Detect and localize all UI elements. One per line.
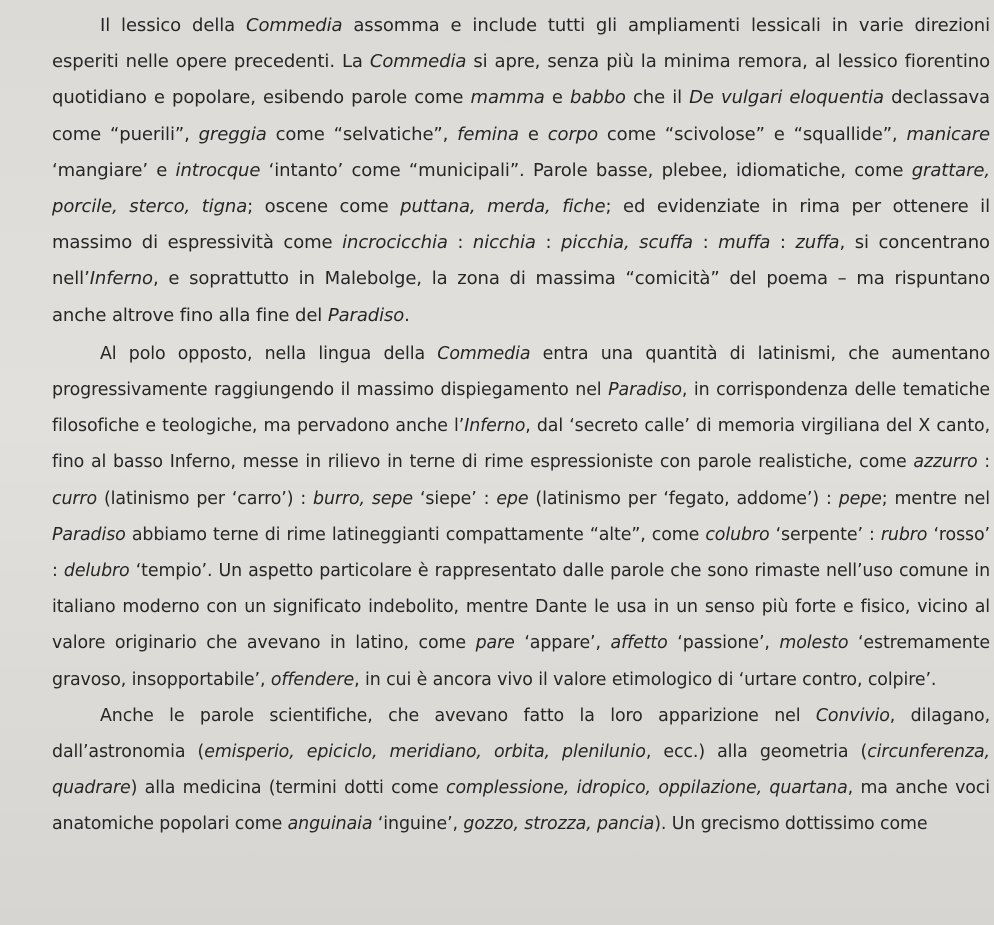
italic-text-segment: Inferno (464, 416, 526, 437)
text-segment: che il (625, 87, 690, 109)
italic-text-segment: Commedia (369, 51, 467, 73)
text-segment: , si concentrano nell’ (52, 232, 990, 290)
italic-text-segment: introcque (175, 159, 261, 181)
text-segment: ‘estremamente gravoso, insopportabile’, (52, 633, 991, 690)
italic-text-segment: femina (457, 123, 519, 145)
text-segment: e (518, 123, 548, 145)
text-segment: si apre, senza più la minima remora, al lessico fiorentino quotidiano e popolare, esibendo parole come (52, 51, 990, 109)
italic-text-segment: Paradiso (52, 524, 126, 545)
italic-text-segment: pare (475, 633, 515, 654)
italic-text-segment: manicare (906, 123, 991, 145)
italic-text-segment: mamma (470, 87, 545, 109)
text-segment: , e soprattutto in Malebolge, la zona di massima “comicità” del poema – ma rispuntano anche altrove fino alla fine del (52, 268, 990, 326)
italic-text-segment: Commedia (437, 343, 531, 364)
text-segment: Il lessico della (100, 15, 247, 36)
text-segment: ‘siepe’ : (413, 488, 497, 509)
text-segment: : (770, 232, 796, 254)
paragraph-2 (52, 336, 990, 698)
italic-text-segment: picchia, scuffa (561, 232, 693, 254)
italic-text-segment: Convivio (815, 705, 890, 726)
italic-text-segment: rubro (880, 524, 928, 545)
italic-text-segment: complessione, idropico, oppilazione, quartana (446, 778, 848, 799)
italic-text-segment: emisperio, epiciclo, meridiano, orbita, plenilunio (204, 742, 646, 763)
italic-text-segment: puttana, merda, fiche (400, 196, 606, 218)
text-segment: ‘rosso’ : (52, 524, 990, 582)
text-segment: entra una quantità di latinismi, che aumentano progressivamente raggiungendo il massimo dispiegamento nel (52, 343, 990, 401)
italic-text-segment: Commedia (246, 15, 343, 36)
italic-text-segment: De vulgari eloquentia (689, 87, 884, 109)
text-segment: ‘serpente’ : (769, 524, 881, 545)
text-segment: ) alla medicina (termini dotti come (130, 778, 446, 799)
text-segment: Anche le parole scientifiche, che avevano fatto la loro apparizione nel (100, 705, 816, 726)
text-segment: , in corrispondenza delle tematiche filosofiche e teologiche, ma pervadono anche l’ (52, 380, 990, 437)
italic-text-segment: Inferno (89, 268, 153, 290)
italic-text-segment: gozzo, strozza, pancia (463, 814, 655, 835)
italic-text-segment: epe (496, 488, 529, 509)
text-segment: : (692, 232, 719, 254)
paragraph-3 (52, 698, 990, 843)
italic-text-segment: Paradiso (608, 380, 682, 401)
text-segment: : (535, 232, 562, 254)
text-segment: e (544, 87, 570, 109)
text-segment: , dal ‘secreto calle’ di memoria virgiliana del X canto, fino al basso Inferno, messe in rilievo in terne di rime espressioniste con parole realistiche, come (52, 416, 991, 473)
text-segment: , ma anche voci anatomiche popolari come (52, 778, 990, 835)
text-segment: , in cui è ancora vivo il valore etimologico di ‘urtare contro, colpire’. (354, 669, 937, 690)
text-segment: ‘intanto’ come “municipali”. Parole basse, plebee, idiomatiche, come (260, 159, 912, 181)
text-segment: declassava come “puerili”, (52, 87, 990, 145)
text-segment: ‘passione’, (667, 633, 780, 654)
text-segment: ‘appare’, (514, 633, 611, 654)
text-segment: : (447, 232, 473, 254)
text-segment: : (977, 452, 991, 473)
text-segment: , ecc.) alla geometria ( (645, 742, 868, 763)
text-segment: (latinismo per ‘carro’) : (97, 488, 314, 509)
italic-text-segment: delubro (63, 561, 130, 582)
text-segment: (latinismo per ‘fegato, addome’) : (528, 488, 839, 509)
text-segment: ‘tempio’. Un aspetto particolare è rappresentato dalle parole che sono rimaste nell’uso comune in italiano moderno con un significato indebolito, mentre Dante le usa in un senso più forte e fisico, vicino al valore originario che avevano in latino, come (52, 561, 991, 654)
text-segment: assomma e include tutti gli ampliamenti lessicali in varie direzioni esperiti nelle opere precedenti. La (52, 15, 990, 73)
text-segment: Al polo opposto, nella lingua della (100, 343, 438, 364)
italic-text-segment: Paradiso (327, 304, 405, 326)
text-segment: ; ed evidenziate in rima per ottenere il massimo di espressività come (52, 196, 990, 254)
italic-text-segment: zuffa (795, 232, 840, 254)
text-segment: come “scivolose” e “squallide”, (597, 123, 907, 145)
italic-text-segment: greggia (198, 123, 267, 145)
italic-text-segment: anguinaia (287, 814, 373, 835)
text-segment: ; mentre nel (881, 488, 991, 509)
text-segment: ; oscene come (247, 196, 401, 218)
text-segment: . (404, 304, 410, 326)
text-segment: , dilagano, dall’astronomia ( (52, 705, 991, 763)
italic-text-segment: nicchia (472, 232, 536, 254)
italic-text-segment: pepe (838, 488, 882, 509)
paragraph-1 (52, 8, 990, 334)
text-segment: ). Un grecismo dottissimo come (654, 814, 928, 835)
italic-text-segment: offendere (270, 669, 355, 690)
italic-text-segment: affetto (610, 633, 668, 654)
italic-text-segment: corpo (547, 123, 598, 145)
text-segment: ‘inguine’, (372, 814, 464, 835)
italic-text-segment: curro (52, 488, 98, 509)
italic-text-segment: incrocicchia (342, 232, 448, 254)
text-segment: ‘mangiare’ e (52, 159, 176, 181)
italic-text-segment: azzurro (913, 452, 978, 473)
italic-text-segment: muffa (718, 232, 771, 254)
italic-text-segment: circunferenza, quadrare (52, 742, 990, 799)
text-segment: abbiamo terne di rime latineggianti compattamente “alte”, come (125, 524, 706, 545)
italic-text-segment: molesto (779, 633, 849, 654)
italic-text-segment: colubro (705, 524, 770, 545)
italic-text-segment: burro, sepe (313, 488, 414, 509)
italic-text-segment: babbo (570, 87, 626, 109)
italic-text-segment: grattare, porcile, sterco, tigna (52, 159, 990, 218)
text-segment: come “selvatiche”, (266, 123, 458, 145)
